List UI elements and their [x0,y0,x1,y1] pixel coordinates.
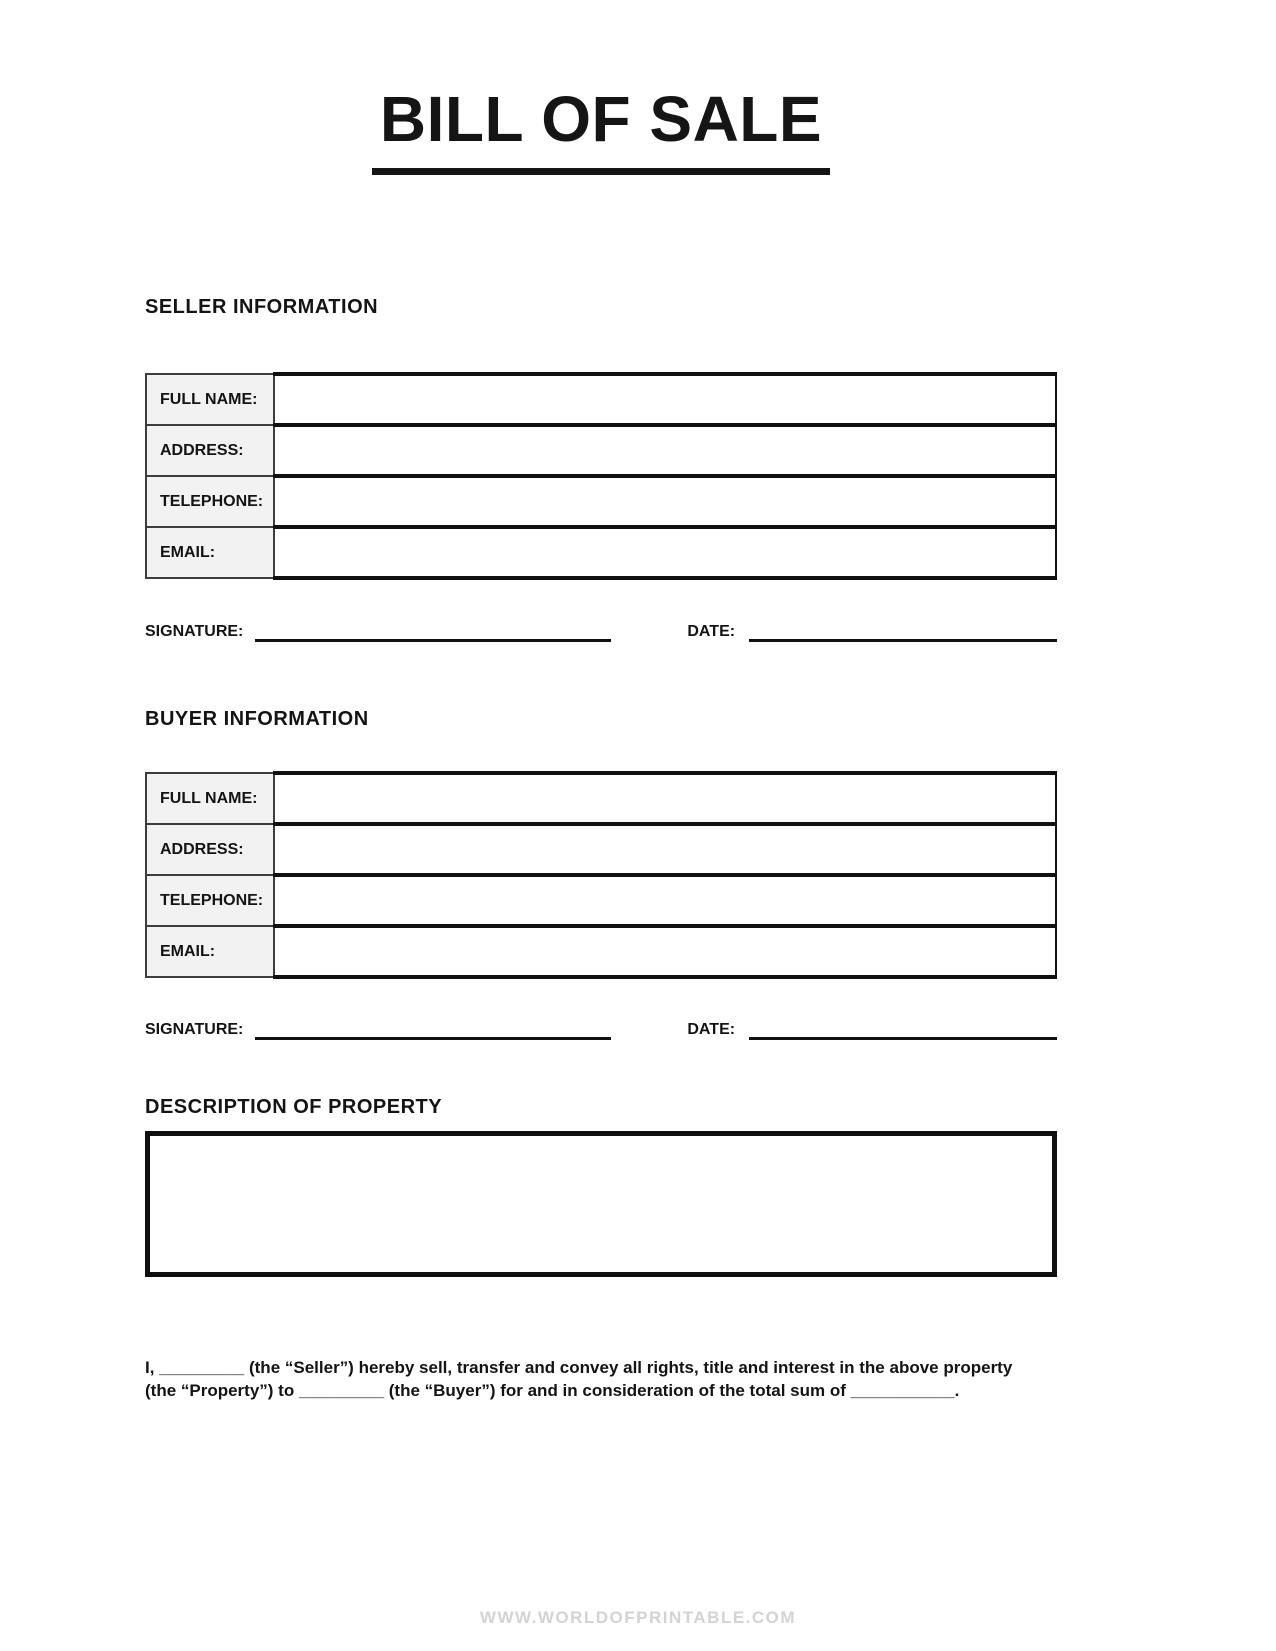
table-row [146,875,1056,926]
seller-date-line[interactable] [749,620,1057,642]
transfer-statement: I, _________ (the “Seller”) hereby sell, transfer and convey all rights, title and interest in the above property (the “Property”) to _________ (the “Buyer”) for and in consideration of the total sum of ___________. [145,1358,1013,1400]
buyer-telephone-label: TELEPHONE: [146,875,274,926]
buyer-date-label: DATE: [687,1021,736,1038]
buyer-full-name-label: FULL NAME: [146,773,274,824]
table-row [146,425,1056,476]
seller-section-heading: SELLER INFORMATION [145,296,379,318]
seller-signature-line[interactable] [255,620,611,642]
table-row [146,926,1056,977]
seller-email-label: EMAIL: [146,527,274,578]
seller-address-field[interactable] [274,425,1056,476]
seller-telephone-field[interactable] [274,476,1056,527]
buyer-section-heading: BUYER INFORMATION [145,708,369,730]
title-underline [372,168,830,175]
page-title: BILL OF SALE [379,83,823,155]
buyer-signature-label: SIGNATURE: [145,1021,244,1038]
table-row [146,374,1056,425]
buyer-address-field[interactable] [274,824,1056,875]
table-row [146,476,1056,527]
buyer-telephone-field[interactable] [274,875,1056,926]
seller-date-label: DATE: [687,623,736,640]
title-block [145,84,1057,175]
property-section-heading: DESCRIPTION OF PROPERTY [145,1096,443,1118]
table-row [146,824,1056,875]
table-row [146,527,1056,578]
buyer-signature-row [145,1016,1057,1040]
buyer-address-label: ADDRESS: [146,824,274,875]
seller-full-name-label: FULL NAME: [146,374,274,425]
buyer-signature-line[interactable] [255,1018,611,1040]
buyer-date-line[interactable] [749,1018,1057,1040]
buyer-email-field[interactable] [274,926,1056,977]
buyer-info-table [145,771,1057,979]
buyer-email-label: EMAIL: [146,926,274,977]
seller-telephone-label: TELEPHONE: [146,476,274,527]
footer-website-text: WWW.WORLDOFPRINTABLE.COM [479,1608,797,1627]
seller-full-name-field[interactable] [274,374,1056,425]
seller-email-field[interactable] [274,527,1056,578]
table-row [146,773,1056,824]
seller-signature-row [145,618,1057,642]
seller-info-table [145,372,1057,580]
seller-address-label: ADDRESS: [146,425,274,476]
buyer-full-name-field[interactable] [274,773,1056,824]
seller-signature-label: SIGNATURE: [145,623,244,640]
property-description-field[interactable] [145,1131,1057,1277]
